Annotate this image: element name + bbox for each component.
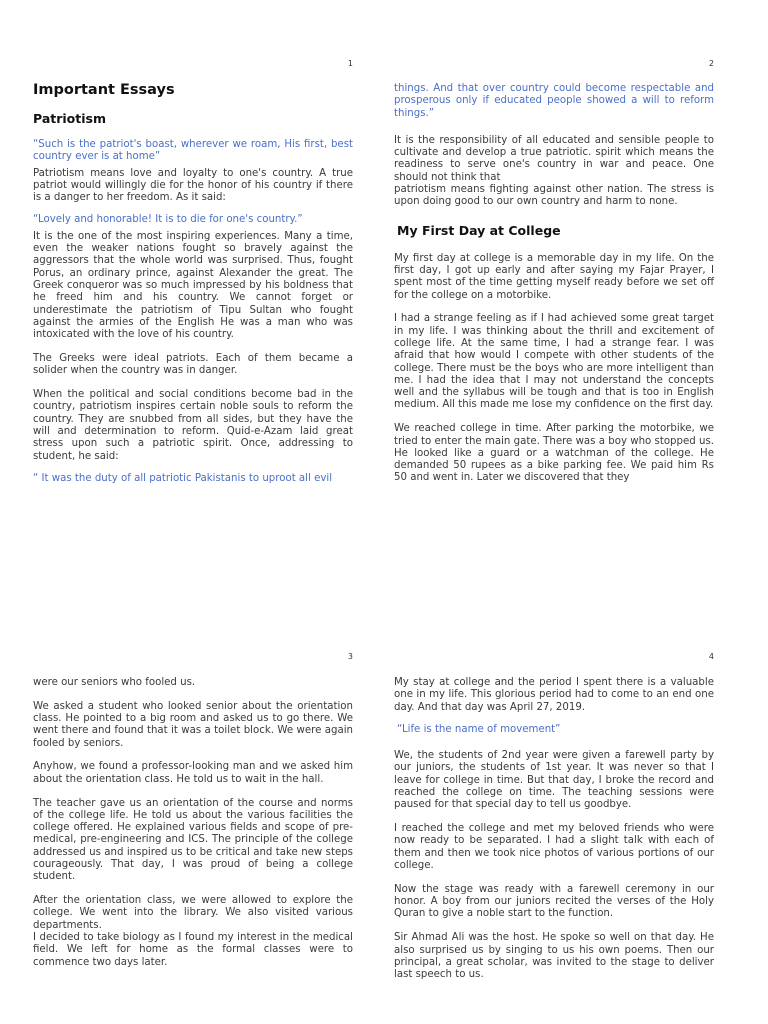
page-number: 1 bbox=[347, 59, 353, 68]
paragraph: Anyhow, we found a professor-looking man and we asked him about the orientation class. He told us to wait in the hall. bbox=[33, 761, 353, 785]
paragraph: I decided to take biology as I found my interest in the medical field. We left for home as the formal classes were to commence two days later. bbox=[33, 932, 353, 968]
paragraph: When the political and social conditions become bad in the country, patriotism inspires certain noble souls to reform the country. They are snubbed from all sides, but they have the will and determination to reform. Quid-e-Azam laid great stress upon such a patriotic spirit. Once, addressing to student, he said: bbox=[33, 389, 353, 462]
paragraph: It is the one of the most inspiring experiences. Many a time, even the weaker nations fought so bravely against the aggressors that the whole world was surprised. Thus, fought Porus, an ordinary prince, against Alexander the great. The Greek conqueror was so much impressed by his boldness that he freed him and his country. We cannot forget or underestimate the patriotism of Tipu Sultan who fought against the armies of the English He was a man who was intoxicated with the love of his country. bbox=[33, 230, 353, 341]
paragraph: My stay at college and the period I spent there is a valuable one in my life. This glorious period had to come to an end one day. And that day was April 27, 2019. bbox=[394, 677, 714, 713]
page-number: 3 bbox=[347, 652, 353, 661]
paragraph: I reached the college and met my beloved friends who were now ready to be separated. I had a slight talk with each of them and then we took nice photos of various portions of our college. bbox=[394, 823, 714, 872]
page-number: 4 bbox=[708, 652, 714, 661]
paragraph: Sir Ahmad Ali was the host. He spoke so well on that day. He also surprised us by singing to us his own poems. Then our principal, a great scholar, was invited to the stage to deliver last speech to us. bbox=[394, 932, 714, 981]
page-number: 2 bbox=[708, 59, 714, 68]
paragraph: patriotism means fighting against other nation. The stress is upon doing good to our own country and harm to none. bbox=[394, 184, 714, 208]
paragraph: were our seniors who fooled us. bbox=[33, 677, 196, 688]
paragraph: Patriotism means love and loyalty to one's country. A true patriot would willingly die for the honor of his country if there is a danger to her freedom. As it said: bbox=[33, 167, 353, 204]
paragraph: I had a strange feeling as if I had achieved some great target in my life. I was thinking about the thrill and excitement of college life. At the same time, I had a strange fear. I was afraid that how would I compete with other students of the college. There must be the boys who are more intelligent than me. I had the idea that I may not understand the concepts well and the syllabus will be tough and that is too in English medium. All this made me lose my confidence on the first day. bbox=[394, 313, 714, 411]
essay-heading-patriotism: Patriotism bbox=[33, 111, 106, 126]
quote: “Life is the name of movement” bbox=[397, 723, 561, 735]
paragraph: The teacher gave us an orientation of the course and norms of the college life. He told us about the various facilities the college offered. He explained various fields and scope of pre-medical, pre-engineering and ICS. The principle of the college addressed us and inspired us to be critical and take new steps courageously. That day, I was proud of being a college student. bbox=[33, 797, 353, 883]
paragraph: My first day at college is a memorable day in my life. On the first day, I got up early and after saying my Fajar Prayer, I spent most of the time getting myself ready before we set off for the college on a motorbike. bbox=[394, 252, 714, 301]
quote: “Such is the patriot's boast, wherever we roam, His first, best country ever is at home” bbox=[33, 139, 353, 163]
quote: “Lovely and honorable! It is to die for one's country.” bbox=[33, 214, 303, 226]
paragraph: We asked a student who looked senior about the orientation class. He pointed to a big room and asked us to go there. We went there and found that it was a toilet block. We were again fooled by seniors. bbox=[33, 700, 353, 749]
quote-continued: things. And that over country could become respectable and prosperous only if educated people showed a will to reform things.” bbox=[394, 83, 714, 119]
document-title: Important Essays bbox=[33, 82, 175, 98]
paragraph: It is the responsibility of all educated and sensible people to cultivate and develop a true patriotic. spirit which means the readiness to serve one's country in war and peace. One should not think that bbox=[394, 134, 714, 183]
paragraph: We reached college in time. After parking the motorbike, we tried to enter the main gate. There was a boy who stopped us. He looked like a guard or a watchman of the college. He demanded 50 rupees as a bike parking fee. We paid him Rs 50 and went in. Later we discovered that they bbox=[394, 423, 714, 484]
paragraph: Now the stage was ready with a farewell ceremony in our honor. A boy from our juniors recited the verses of the Holy Quran to give a noble start to the function. bbox=[394, 883, 714, 920]
paragraph: After the orientation class, we were allowed to explore the college. We went into the library. We also visited various departments. bbox=[33, 895, 353, 931]
essay-heading-first-day: My First Day at College bbox=[397, 222, 561, 238]
paragraph: The Greeks were ideal patriots. Each of them became a solider when the country was in danger. bbox=[33, 352, 353, 377]
quote: “ It was the duty of all patriotic Pakistanis to uproot all evil bbox=[33, 472, 333, 484]
paragraph: We, the students of 2nd year were given a farewell party by our juniors, the students of 1st year. It was never so that I leave for college in time. But that day, I broke the record and reached the college on time. The teaching sessions were paused for that special day to tell us goodbye. bbox=[394, 750, 714, 811]
